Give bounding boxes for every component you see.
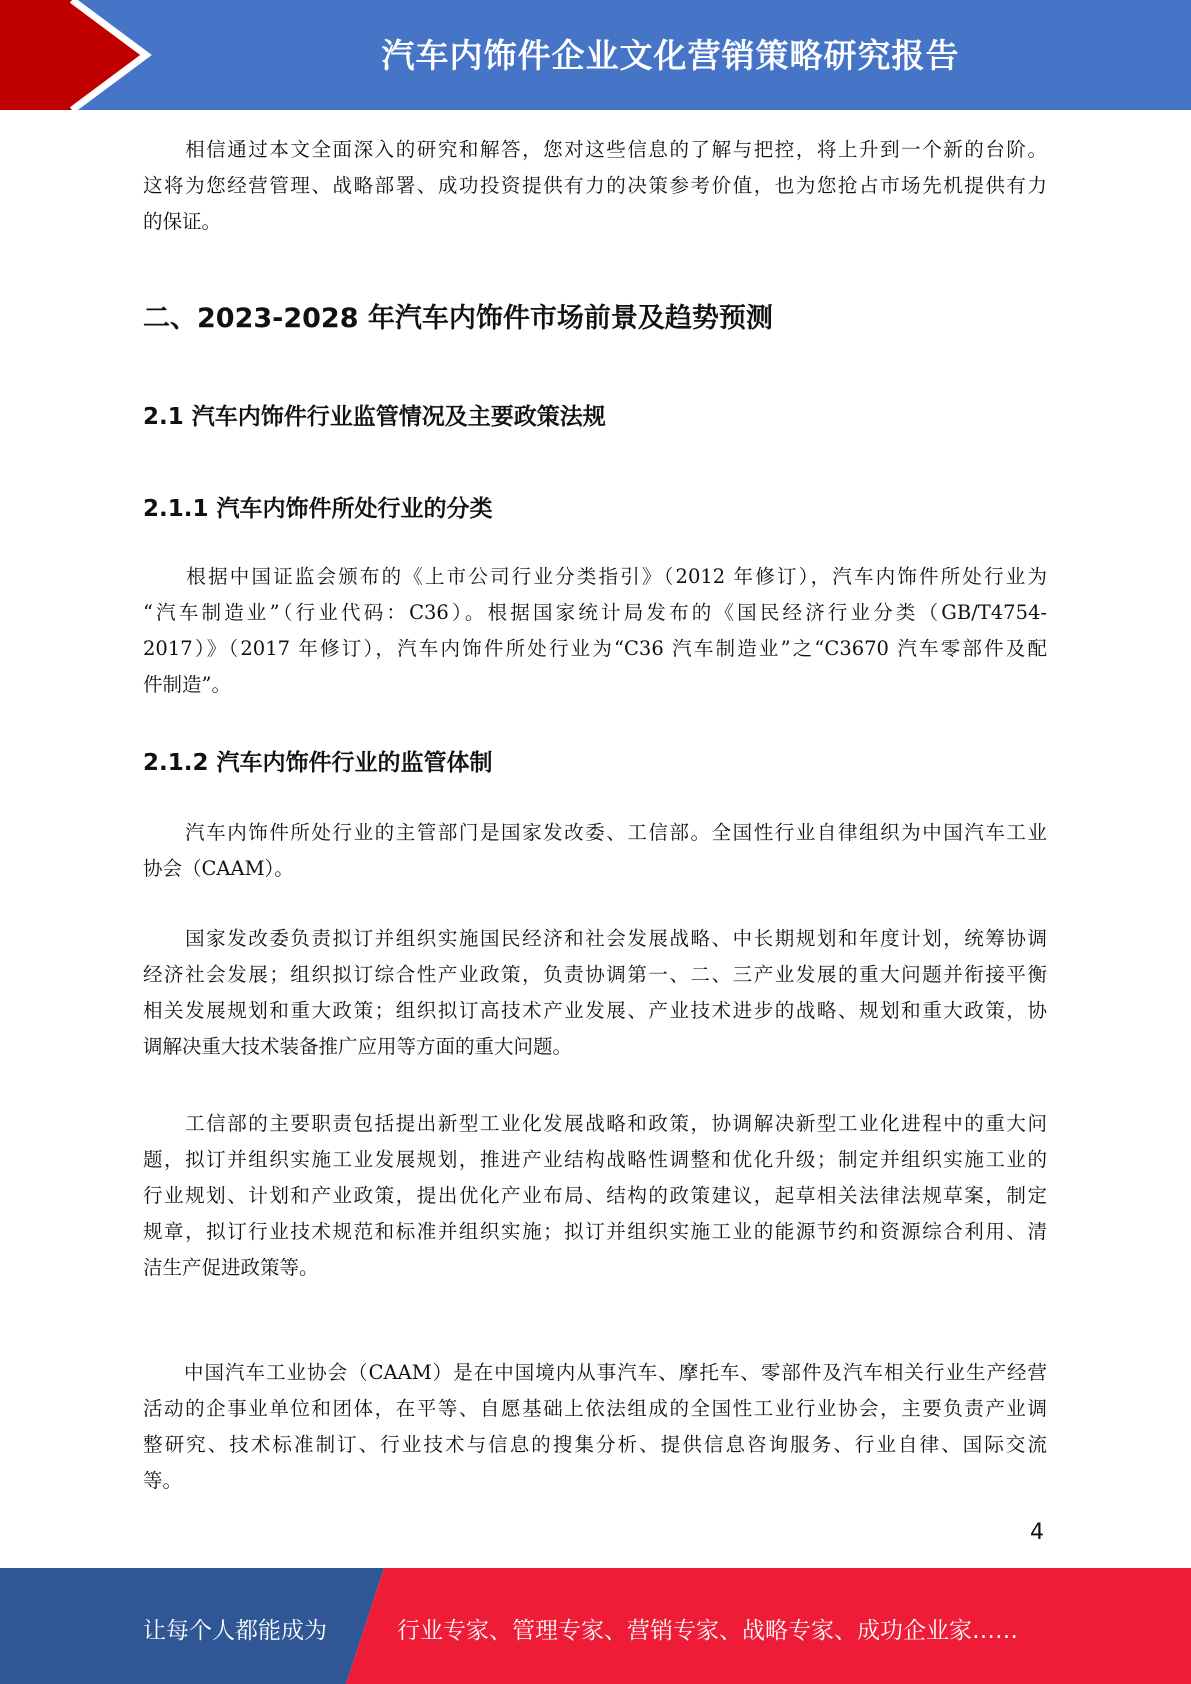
subsection-heading: 2.1 汽车内饰件行业监管情况及主要政策法规 bbox=[143, 404, 606, 430]
text-line: 经济社会发展；组织拟订综合性产业政策，负责协调第一、二、三产业发展的重大问题并衔接平衡 bbox=[143, 963, 1047, 986]
paragraph bbox=[143, 815, 1047, 887]
footer-slogan-right: 行业专家、管理专家、营销专家、战略专家、成功企业家…… bbox=[397, 1618, 1018, 1644]
text-line: 调解决重大技术装备推广应用等方面的重大问题。 bbox=[143, 1035, 573, 1058]
text-line: 汽车内饰件所处行业的主管部门是国家发改委、工信部。全国性行业自律组织为中国汽车工业 bbox=[143, 821, 1047, 844]
paragraph bbox=[143, 921, 1047, 1065]
text-line: 2017）》（2017 年修订），汽车内饰件所处行业为“C36 汽车制造业”之“C3670 汽车零部件及配 bbox=[143, 637, 1047, 660]
subsubsection-heading: 2.1.2 汽车内饰件行业的监管体制 bbox=[143, 750, 493, 776]
text-line: 洁生产促进政策等。 bbox=[143, 1256, 319, 1279]
paragraph bbox=[143, 1106, 1047, 1286]
page-header bbox=[0, 0, 1191, 110]
text-line: 活动的企事业单位和团体，在平等、自愿基础上依法组成的全国性工业行业协会，主要负责产业调 bbox=[143, 1397, 1047, 1420]
paragraph bbox=[143, 559, 1047, 703]
text-line: 规章，拟订行业技术规范和标准并组织实施；拟订并组织实施工业的能源节约和资源综合利用、清 bbox=[143, 1220, 1047, 1243]
text-line: 题，拟订并组织实施工业发展规划，推进产业结构战略性调整和优化升级；制定并组织实施工业的 bbox=[143, 1148, 1047, 1171]
text-line: 的保证。 bbox=[143, 210, 222, 233]
text-line: 整研究、技术标准制订、行业技术与信息的搜集分析、提供信息咨询服务、行业自律、国际交流 bbox=[143, 1433, 1047, 1456]
section-heading: 二、2023-2028 年汽车内饰件市场前景及趋势预测 bbox=[143, 303, 773, 334]
text-line: 行业规划、计划和产业政策，提出优化产业布局、结构的政策建议，起草相关法律法规草案，制定 bbox=[143, 1184, 1047, 1207]
text-line: 相关发展规划和重大政策；组织拟订高技术产业发展、产业技术进步的战略、规划和重大政策，协 bbox=[143, 999, 1047, 1022]
text-line: 相信通过本文全面深入的研究和解答，您对这些信息的了解与把控，将上升到一个新的台阶。 bbox=[143, 138, 1047, 161]
page-number: 4 bbox=[1030, 1520, 1044, 1545]
text-line: 工信部的主要职责包括提出新型工业化发展战略和政策，协调解决新型工业化进程中的重大问 bbox=[143, 1112, 1047, 1135]
subsubsection-heading: 2.1.1 汽车内饰件所处行业的分类 bbox=[143, 496, 493, 522]
paragraph bbox=[143, 1355, 1047, 1499]
text-line: “汽车制造业”（行业代码：C36）。根据国家统计局发布的《国民经济行业分类（GB/T4754- bbox=[143, 601, 1047, 624]
text-line: 国家发改委负责拟订并组织实施国民经济和社会发展战略、中长期规划和年度计划，统筹协调 bbox=[143, 927, 1047, 950]
text-line: 中国汽车工业协会（CAAM）是在中国境内从事汽车、摩托车、零部件及汽车相关行业生产经营 bbox=[143, 1361, 1047, 1384]
text-line: 根据中国证监会颁布的《上市公司行业分类指引》（2012 年修订），汽车内饰件所处行业为 bbox=[143, 565, 1047, 588]
text-line: 等。 bbox=[143, 1469, 183, 1492]
text-line: 这将为您经营管理、战略部署、成功投资提供有力的决策参考价值，也为您抢占市场先机提供有力 bbox=[143, 174, 1047, 197]
footer-slogan-left: 让每个人都能成为 bbox=[143, 1618, 327, 1644]
text-line: 协会（CAAM）。 bbox=[143, 857, 294, 880]
report-title: 汽车内饰件企业文化营销策略研究报告 bbox=[381, 36, 960, 75]
paragraph bbox=[143, 132, 1047, 240]
text-line: 件制造”。 bbox=[143, 673, 231, 696]
